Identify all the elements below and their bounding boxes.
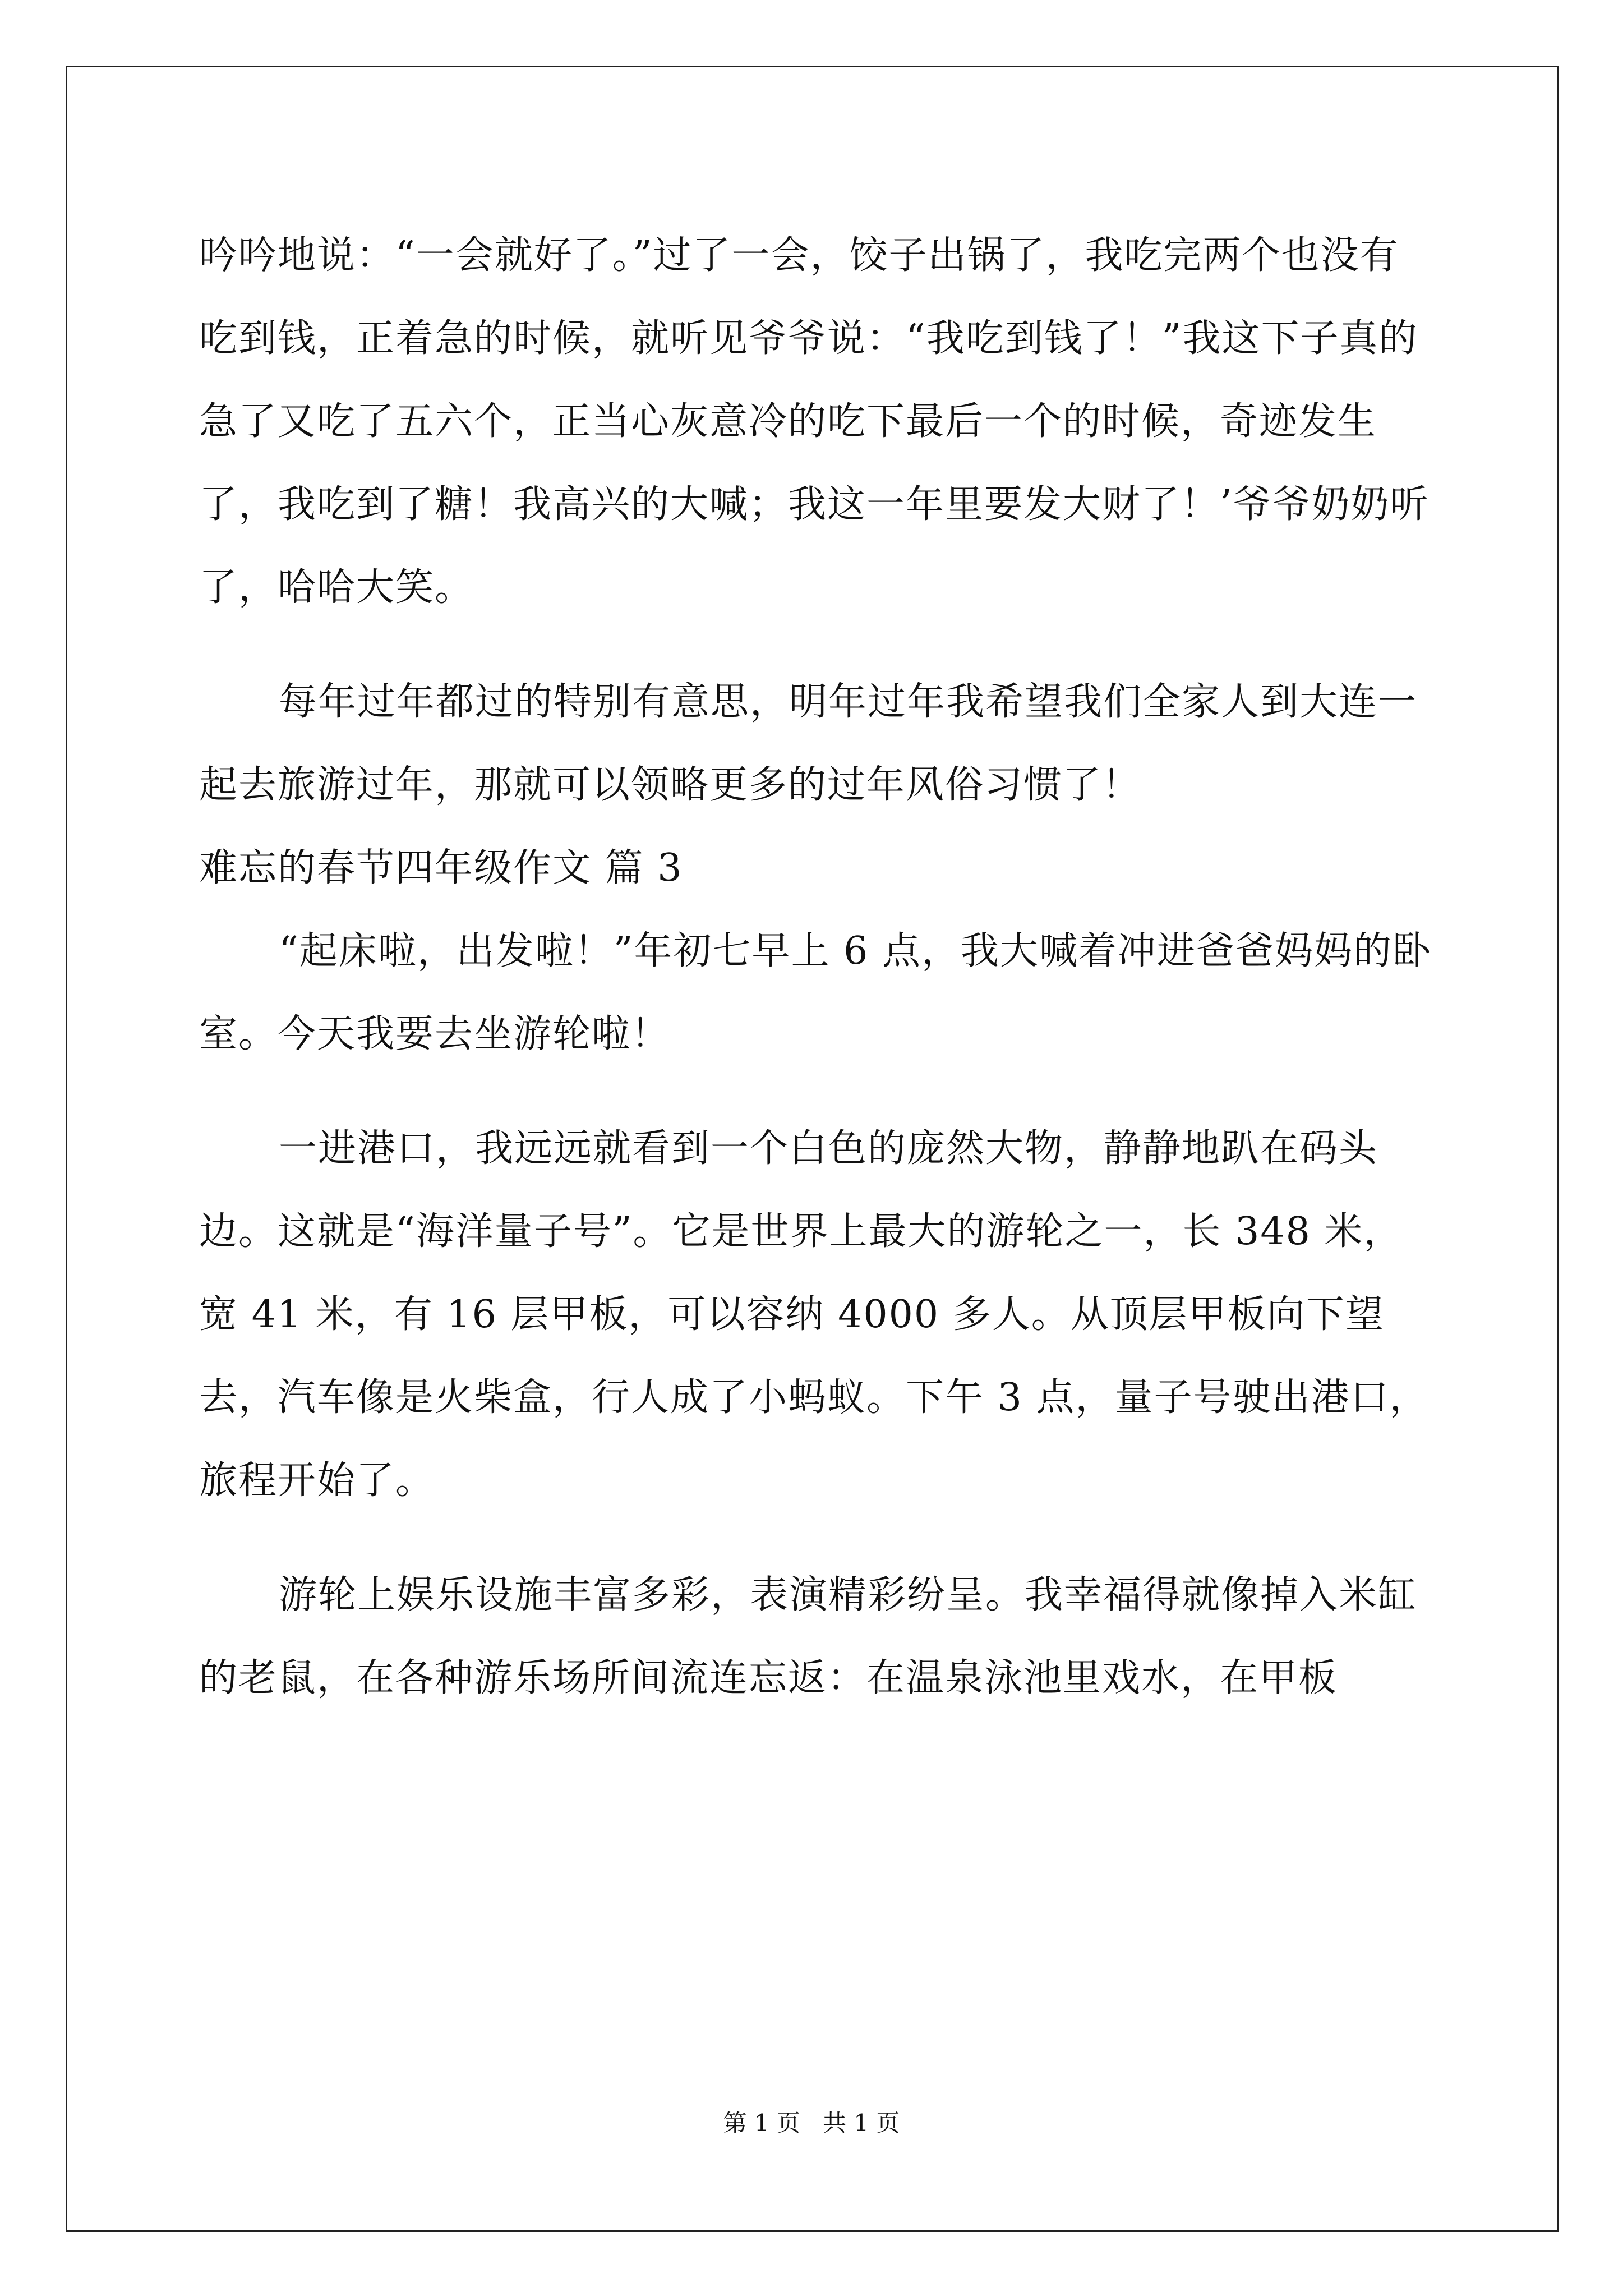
page-footer bbox=[0, 2105, 1623, 2138]
page-total: 共 1 页 bbox=[823, 2109, 900, 2137]
document-body bbox=[199, 214, 1433, 1720]
paragraph: 游轮上娱乐设施丰富多彩，表演精彩纷呈。我幸福得就像掉入米缸的老鼠，在各种游乐场所间流连忘返：在温泉泳池里戏水，在甲板 bbox=[199, 1573, 1418, 1700]
paragraph: 每年过年都过的特别有意思，明年过年我希望我们全家人到大连一起去旅游过年，那就可以领略更多的过年风俗习惯了！ bbox=[199, 680, 1418, 807]
section-heading: 难忘的春节四年级作文 篇 3 bbox=[199, 846, 683, 890]
paragraph: 一进港口，我远远就看到一个白色的庞然大物，静静地趴在码头边。这就是“海洋量子号”。它是世界上最大的游轮之一，长 348 米，宽 41 米，有 16 层甲板，可以容纳 4000 多人。从顶层甲板向下望去，汽车像是火柴盒，行人成了小蚂蚁。下午 3 点，量子号驶出港口，旅程开始了。 bbox=[199, 1126, 1429, 1503]
paragraph-continued: 吟吟地说：“一会就好了。”过了一会，饺子出锅了，我吃完两个也没有吃到钱，正着急的时候，就听见爷爷说：“我吃到钱了！”我这下子真的急了又吃了五六个，正当心灰意冷的吃下最后一个的时候，奇迹发生了，我吃到了糖！我高兴的大喊；我这一年里要发大财了！’爷爷奶奶听了，哈哈大笑。 bbox=[199, 233, 1430, 610]
page-number: 第 1 页 bbox=[723, 2109, 800, 2137]
paragraph: “起床啦，出发啦！”年初七早上 6 点，我大喊着冲进爸爸妈妈的卧室。今天我要去坐游轮啦！ bbox=[199, 929, 1432, 1056]
